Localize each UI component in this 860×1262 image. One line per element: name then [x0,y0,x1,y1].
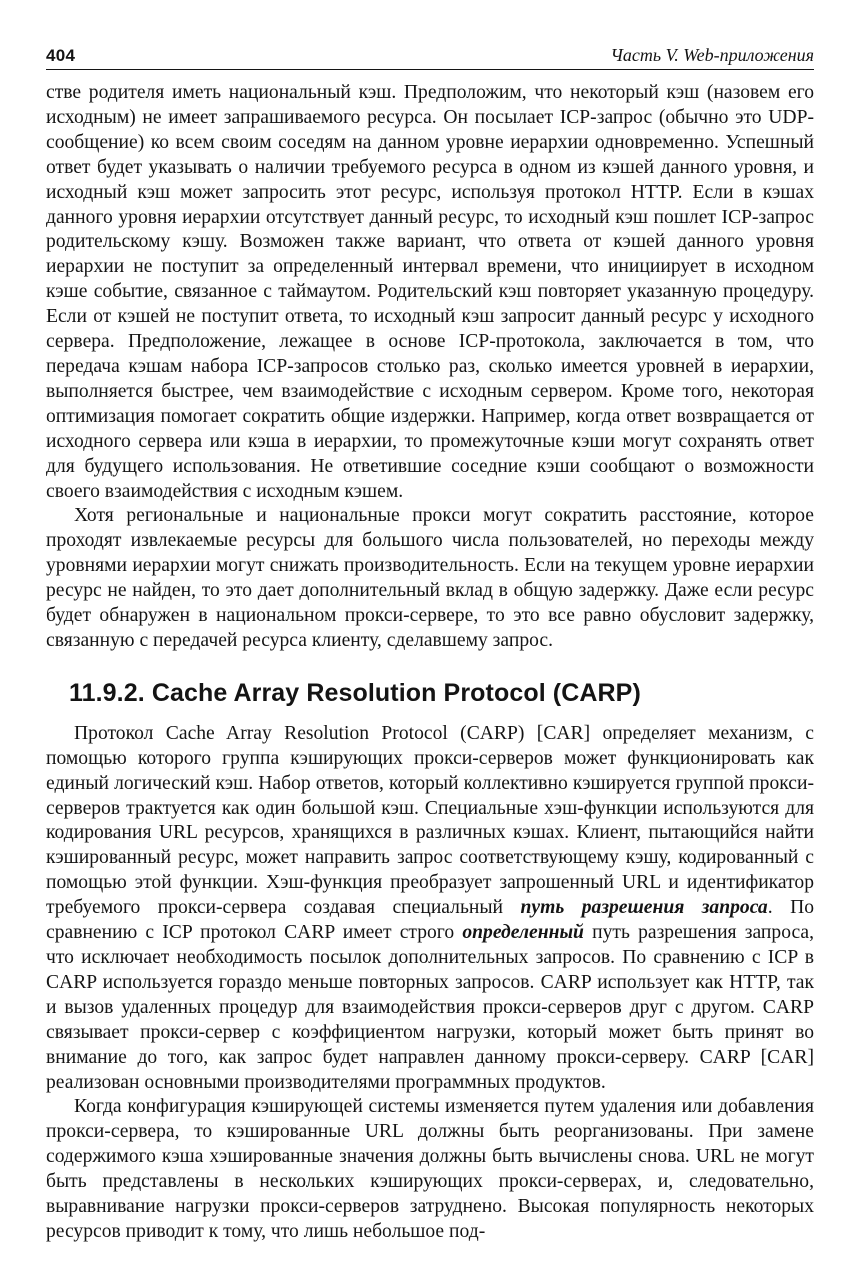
book-page [46,40,814,1245]
paragraph-carp-definition [46,722,814,1096]
paragraph-regional-proxies: Хотя региональные и национальные прокси могут сократить расстояние, которое проходят извлекаемые ресурсы для большого числа пользователей, но переходы между уровнями иерархии могут снижать производительность. Если на текущем уровне иерархии ресурс не найден, то это дает дополнительный вклад в общую задержку. Даже если ресурс будет обнаружен в национальном прокси-сервере, то это все равно обусловит задержку, связанную с передачей ресурса клиенту, сделавшему запрос. [46,505,814,651]
carp-text-part-2: . По сравнению с ICP протокол CARP имеет строго [46,897,815,944]
carp-text-part-1: Протокол Cache Array Resolution Protocol (CARP) [CAR] определяет механизм, с помощью которого группа кэширующих прокси-серверов может функционировать как единый логический кэш. Набор ответов, который коллективно кэшируется группой прокси-серверов трактуется как один большой кэш. Специальные хэш-функции используются для кодирования URL ресурсов, хранящихся в различных кэшах. Клиент, пытающийся найти кэшированный ресурс, может направить запрос соответствующему кэшу, кодированный с помощью этой функции. Хэш-функция преобразует запрошенный URL и идентификатор требуемого прокси-сервера создавая специальный [46,722,814,919]
section-heading: 11.9.2. Cache Array Resolution Protocol (CARP) [69,678,641,707]
body-text-top [46,81,814,654]
term-defined: определенный [462,922,584,944]
paragraph-continued: стве родителя иметь национальный кэш. Предположим, что некоторый кэш (назовем его исходным) не имеет запрашиваемого ресурса. Он посылает ICP-запрос (обычно это UDP-сообщение) ко всем своим соседям на данном уровне иерархии одновременно. Успешный ответ будет указывать о наличии требуемого ресурса в одном из кэшей данного уровня, и исходный кэш может запросить этот ресурс, используя протокол HTTP. Если в кэшах данного уровня иерархии отсутствует данный ресурс, то исходный кэш пошлет ICP-запрос родительскому кэшу. Возможен также вариант, что ответа от кэшей данного уровня иерархии не поступит за определенный интервал времени, что инициирует в исходном кэше событие, связанное с таймаутом. Родительский кэш повторяет указанную процедуру. Если от кэшей не поступит ответа, то исходный кэш запросит данный ресурс у исходного сервера. Предположение, лежащее в основе ICP-протокола, заключается в том, что передача кэшам набора ICP-запросов столько раз, сколько имеется уровней в иерархии, выполняется быстрее, чем взаимодействие с исходным сервером. Кроме того, некоторая оптимизация помогает сократить общие издержки. Например, когда ответ возвращается от исходного сервера или кэша в иерархии, то промежуточные кэши могут сохранять ответ для будущего использования. Не ответившие соседние кэши сообщают о возможности своего взаимодействия с исходным кэшем. [46,82,814,502]
body-text-carp [46,722,814,1245]
running-title: Часть V. Web-приложения [610,45,814,65]
carp-text-part-3: путь разрешения запроса, что исключает необходимость посылок дополнительных запросов. По сравнению с ICP в CARP используется гораздо меньше повторных запросов. CARP использует как HTTP, так и вызов удаленных процедур для взаимодействия прокси-серверов друг с другом. CARP связывает прокси-сервер с коэффициентом нагрузки, который может быть принят во внимание до того, как запрос будет направлен данному прокси-серверу. CARP [CAR] реализован основными производителями программных продуктов. [46,922,815,1093]
page-number: 404 [46,46,76,65]
running-header [46,40,814,70]
paragraph-cache-reconfiguration: Когда конфигурация кэширующей системы изменяется путем удаления или добавления прокси-сервера, то кэшированные URL должны быть реорганизованы. При замене содержимого кэша хэшированные значения должны быть вычислены снова. URL не могут быть представлены в нескольких кэширующих прокси-серверах, и, следовательно, выравнивание нагрузки прокси-серверов затруднено. Высокая популярность некоторых ресурсов приводит к тому, что лишь небольшое под- [46,1096,814,1242]
term-request-resolution-path: путь разрешения запроса [520,897,768,919]
